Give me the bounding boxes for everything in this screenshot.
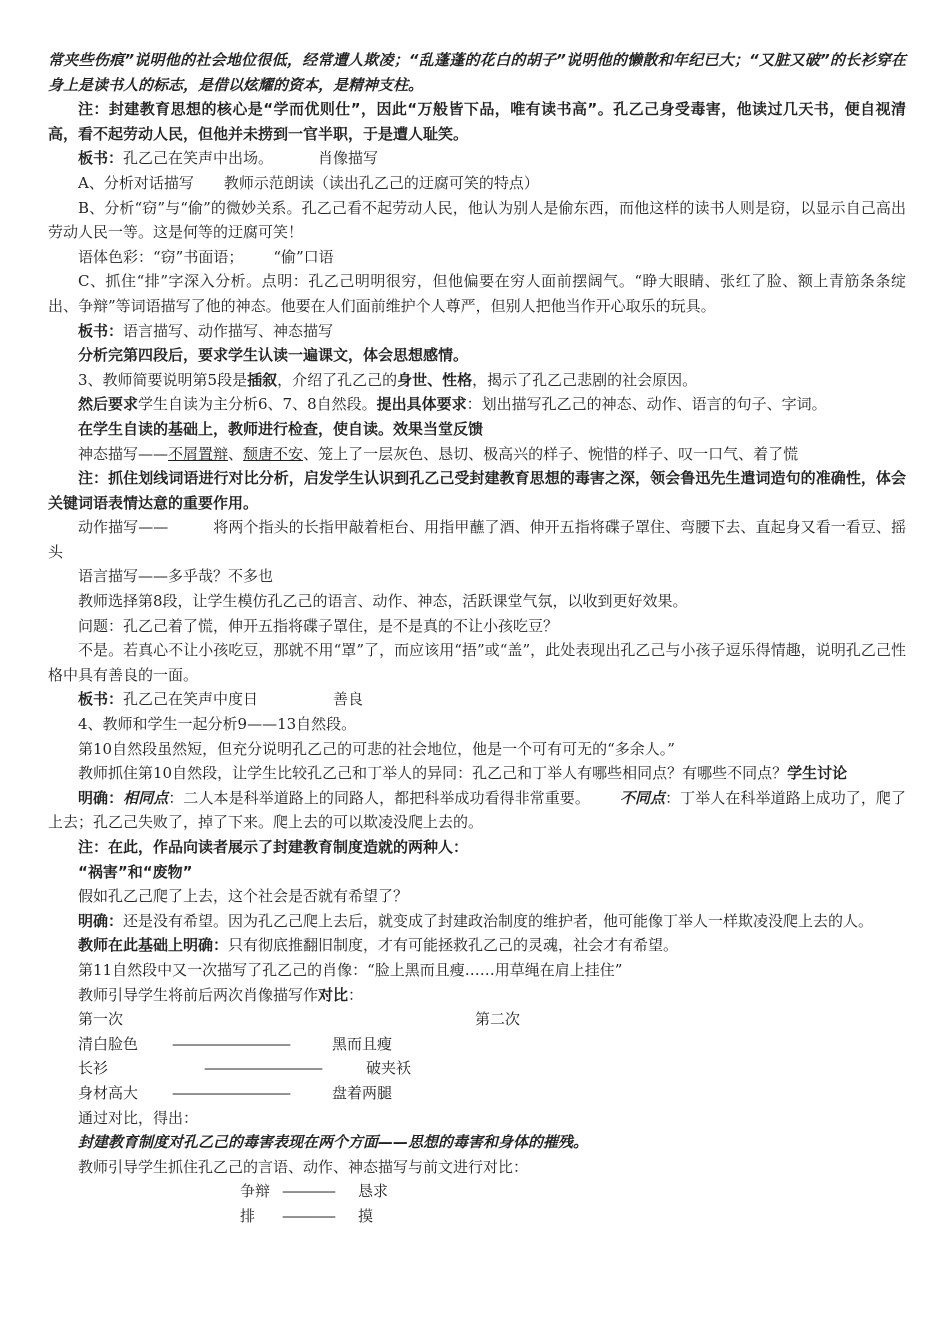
compare-right: 黑而且瘦 (332, 1034, 393, 1053)
expression-line (48, 442, 906, 467)
pair-dash: ———— (282, 1182, 334, 1201)
step-3-e: ，揭示了孔乙己悲剧的社会原因。 (472, 370, 698, 389)
guide-2-text: 教师引导学生抓住孔乙己的言语、动作、神态描写与前文进行对比： (78, 1157, 529, 1176)
clarify-2-paragraph (48, 909, 906, 934)
part-a-title: A、分析对话描写 (78, 173, 194, 192)
choose-8-text: 教师选择第8段，让学生模仿孔乙己的语言、动作、神态，活跃课堂气氛，以收到更好效果。 (78, 592, 688, 611)
para-10-text: 第10自然段虽然短，但充分说明孔乙己的可悲的社会地位，他是一个可有可无的“多余人。” (78, 739, 675, 758)
step-4-text: 4、教师和学生一起分析9——13自然段。 (78, 715, 357, 734)
board-label: 板书： (78, 690, 124, 709)
board-label: 板书： (78, 149, 124, 168)
suppose-line (48, 884, 906, 909)
clarify-label: 明确： (78, 788, 124, 807)
document-page (48, 48, 906, 1229)
question-line (48, 614, 906, 639)
harm-text: 封建教育制度对孔乙己的毒害表现在两个方面——思想的毒害和身体的摧残。 (78, 1133, 589, 1152)
step-3-b: 插叙 (247, 370, 278, 389)
action-line (48, 515, 906, 564)
style-color-b: “偷”口语 (273, 247, 334, 266)
action-text: 将两个指头的长指甲敲着柜台、用指甲蘸了酒、伸开五指将碟子罩住、弯腰下去、直起身又看一看豆、摇头 (48, 518, 906, 561)
note-paragraph-3 (48, 835, 906, 860)
part-b-paragraph (48, 196, 906, 245)
two-types-line (48, 860, 906, 885)
board-text-secondary: 肖像描写 (318, 149, 379, 168)
board-text: 孔乙己在笑声中出场。 (123, 149, 274, 168)
part-b-text: B、分析“窃”与“偷”的微妙关系。孔乙己看不起劳动人民，他认为别人是偷东西，而他这样的读书人则是窃，以显示自己高出劳动人民一等。这是何等的迂腐可笑！ (48, 198, 906, 242)
compare-header (48, 1007, 906, 1032)
speech-line (48, 564, 906, 589)
compare-dash: ————————— (172, 1034, 289, 1053)
two-types-text: “祸害”和“废物” (78, 862, 193, 881)
part-c-text: C、抓住“排”字深入分析。点明：孔乙己明明很穷，但他偏要在穷人面前摆阔气。“睁大眼睛、张红了脸、额上青筋条条绽出、争辩”等词语描写了他的神态。他要在人们面前维护个人尊严，但别人把他当作开心取乐的玩具。 (48, 272, 906, 315)
intro-paragraph (48, 48, 906, 97)
board-text-secondary: 善良 (333, 690, 364, 709)
same-text: ：二人本是科举道路上的同路人，都把科举成功看得非常重要。 (168, 788, 590, 807)
choose-8-line (48, 589, 906, 614)
compare-row (48, 1056, 906, 1081)
after-section-4 (48, 343, 906, 368)
answer-paragraph (48, 638, 906, 687)
step-4-line (48, 712, 906, 737)
expr-rest: 、笼上了一层灰色、恳切、极高兴的样子、惋惜的样子、叹一口气、着了慌 (303, 444, 799, 463)
then-d: ：划出描写孔乙己的神态、动作、语言的句子、字词。 (466, 395, 827, 414)
step-3-c: ，介绍了孔乙己的 (277, 370, 398, 389)
step-3-a: 3、教师简要说明第5段是 (78, 370, 248, 389)
compare-dash: ————————— (172, 1083, 289, 1102)
guide-line (48, 983, 906, 1008)
compare-second-label: 第二次 (475, 1010, 521, 1029)
teacher-clarify-text: 只有彻底推翻旧制度，才有可能拯救孔乙己的灵魂，社会才有希望。 (228, 936, 679, 955)
note-3-text: 注：在此，作品向读者展示了封建教育制度造就的两种人： (78, 838, 469, 856)
part-c-paragraph (48, 269, 906, 318)
clarify-2-label: 明确： (78, 911, 124, 930)
clarify-1-paragraph (48, 786, 906, 835)
expr-underlined-2: 颓唐不安 (243, 444, 304, 463)
part-a-detail: 教师示范朗读（读出孔乙己的迂腐可笑的特点） (223, 173, 539, 192)
compare-right: 盘着两腿 (332, 1083, 393, 1102)
guide-b: 对比 (318, 985, 349, 1004)
compare-dash: ————————— (204, 1059, 321, 1078)
note-paragraph-1 (48, 97, 906, 146)
question-text: 问题：孔乙己着了慌，伸开五指将碟子罩住，是不是真的不让小孩吃豆？ (78, 616, 559, 635)
compare-row (48, 1032, 906, 1057)
conclude-line (48, 1106, 906, 1131)
para-10-line (48, 737, 906, 762)
board-text: 语言描写、动作描写、神态描写 (123, 321, 334, 340)
then-a: 然后要求 (78, 395, 139, 414)
board-label: 板书： (78, 321, 124, 340)
compare-right: 破夹袄 (366, 1059, 412, 1078)
pair-row (48, 1179, 906, 1204)
guide-c: ： (348, 985, 364, 1004)
step-3-line (48, 368, 906, 393)
diff-text: ：丁举人在科举道路上成功了，爬了上去；孔乙己失败了，掉了下来。爬上去的可以欺凌没爬上去的。 (48, 788, 906, 832)
guide-a: 教师引导学生将前后两次肖像描写作 (78, 985, 319, 1004)
compare-row (48, 1081, 906, 1106)
para-11-text: 第11自然段中又一次描写了孔乙己的肖像：“脸上黑而且瘦……用草绳在肩上挂住” (78, 960, 623, 979)
harm-line (48, 1130, 906, 1155)
board-note-1 (48, 146, 906, 171)
clarify-2-text: 还是没有希望。因为孔乙己爬上去后，就变成了封建政治制度的维护者，他可能像丁举人一样欺凌没爬上去的人。 (123, 911, 874, 930)
pair-row (48, 1204, 906, 1229)
then-b: 学生自读为主分析6、7、8自然段。 (138, 395, 377, 414)
check-line (48, 417, 906, 442)
check-text: 在学生自读的基础上，教师进行检查，使自读。效果当堂反馈 (78, 419, 484, 438)
teacher-10-line (48, 761, 906, 786)
style-color-line (48, 245, 906, 270)
style-color-a: 语体色彩：“窃”书面语； (78, 247, 244, 266)
expr-underlined-1: 不屑置辩 (168, 444, 229, 463)
speech-text: 语言描写——多乎哉？不多也 (78, 567, 274, 586)
guide-2-line (48, 1155, 906, 1180)
step-3-d: 身世、性格 (397, 370, 473, 389)
board-note-2 (48, 319, 906, 344)
note-2-text: 注：抓住划线词语进行对比分析，启发学生认识到孔乙己受封建教育思想的毒害之深，领会鲁迅先生遣词造句的准确性，体会关键词语表情达意的重要作用。 (48, 469, 906, 512)
expr-sep: 、 (228, 444, 244, 463)
part-a-line (48, 171, 906, 196)
after-4-text: 分析完第四段后，要求学生认读一遍课文，体会思想感情。 (78, 346, 469, 365)
then-line (48, 392, 906, 417)
action-label: 动作描写—— (78, 518, 169, 537)
teacher-10-b: 学生讨论 (787, 764, 848, 783)
intro-text: 常夹些伤痕”说明他的社会地位很低，经常遭人欺凌；“乱蓬蓬的花白的胡子”说明他的懒散和年纪已大；“又脏又破”的长衫穿在身上是读书人的标志，是借以炫耀的资本，是精神支柱。 (48, 51, 906, 94)
teacher-clarify-line (48, 933, 906, 958)
compare-left: 身材高大 (78, 1083, 139, 1102)
pair-right: 恳求 (358, 1182, 389, 1201)
compare-left: 长衫 (78, 1059, 109, 1078)
pair-left: 争辩 (240, 1182, 271, 1201)
teacher-10-a: 教师抓住第10自然段，让学生比较孔乙己和丁举人的异同：孔乙己和丁举人有哪些相同点？有哪些不同点？ (78, 764, 788, 783)
expr-label: 神态描写—— (78, 444, 169, 463)
compare-left: 清白脸色 (78, 1034, 139, 1053)
note-paragraph-2 (48, 466, 906, 515)
board-text: 孔乙己在笑声中度日 (123, 690, 259, 709)
then-c: 提出具体要求 (376, 395, 467, 414)
para-11-line (48, 958, 906, 983)
suppose-text: 假如孔乙己爬了上去，这个社会是否就有希望了？ (78, 887, 409, 906)
pair-right: 摸 (358, 1206, 374, 1225)
diff-label: 不同点 (619, 788, 666, 807)
pair-dash: ———— (282, 1206, 334, 1225)
teacher-clarify-label: 教师在此基础上明确： (78, 936, 229, 955)
compare-first-label: 第一次 (78, 1010, 124, 1029)
same-label: 相同点 (123, 788, 169, 807)
answer-text: 不是。若真心不让小孩吃豆，那就不用“罩”了，而应该用“捂”或“盖”，此处表现出孔乙己与小孩子逗乐得情趣，说明孔乙己性格中具有善良的一面。 (48, 641, 906, 684)
board-note-3 (48, 687, 906, 712)
conclude-text: 通过对比，得出： (78, 1108, 199, 1127)
pair-left: 排 (240, 1206, 256, 1225)
note-text: 注：封建教育思想的核心是“学而优则仕”，因此“万般皆下品，唯有读书高”。孔乙己身受毒害，他读过几天书，便自视清高，看不起劳动人民，但他并未捞到一官半职，于是遭人耻笑。 (48, 100, 906, 143)
